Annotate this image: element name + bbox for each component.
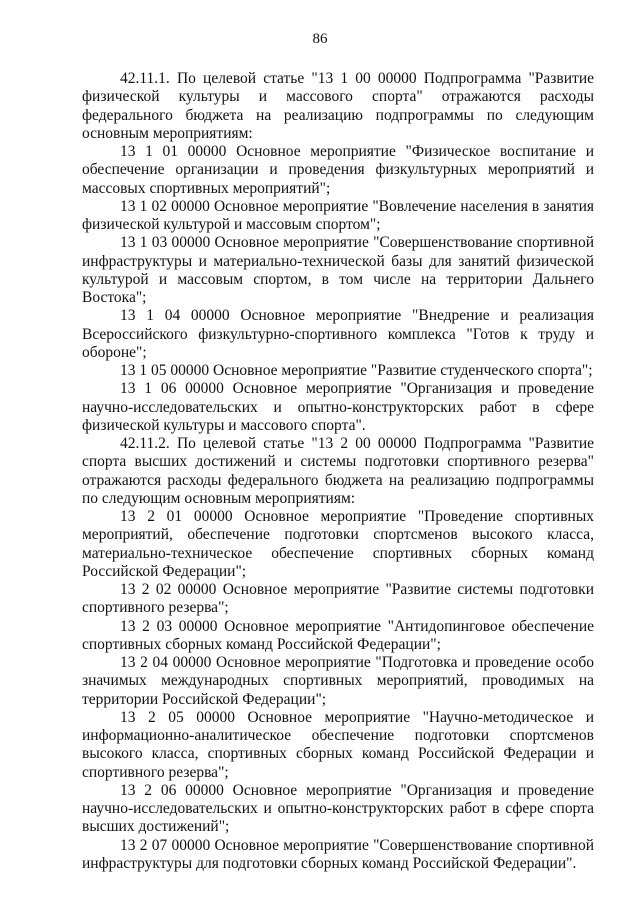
paragraph-13-1-05: 13 1 05 00000 Основное мероприятие "Развитие студенческого спорта";	[120, 362, 593, 379]
paragraph-13-1-06: 13 1 06 00000 Основное мероприятие "Организация и проведение научно-исследовательских и опытно-конструкторских работ в сфере физической культуры и массового спорта".	[82, 380, 594, 434]
paragraph-13-2-07: 13 2 07 00000 Основное мероприятие "Совершенствование спортивной инфраструктуры для подготовки сборных команд Российской Федерации".	[82, 836, 594, 872]
paragraph-13-2-05: 13 2 05 00000 Основное мероприятие "Научно-методическое и информационно-аналитическое обеспечение подготовки спортсменов высокого класса, спортивных сборных команд Российской Федерации и спортивного резерва";	[82, 708, 594, 781]
document-body	[82, 70, 594, 873]
page-number: 86	[312, 31, 328, 47]
paragraph-13-2-06: 13 2 06 00000 Основное мероприятие "Организация и проведение научно-исследовательских и опытно-конструкторских работ в сфере спорта высших достижений";	[82, 781, 594, 836]
paragraph-42-11-2: 42.11.2. По целевой статье "13 2 00 00000 Подпрограмма "Развитие спорта высших достижений и системы подготовки спортивного резерва" отражаются расходы федерального бюджета на реализацию подпрограммы по следующим основным мероприятиям:	[82, 435, 594, 507]
paragraph-13-2-01: 13 2 01 00000 Основное мероприятие "Проведение спортивных мероприятий, обеспечение подготовки спортсменов высокого класса, материально-техническое обеспечение спортивных сборных команд Российской Федерации";	[82, 508, 594, 580]
paragraph-13-1-04: 13 1 04 00000 Основное мероприятие "Внедрение и реализация Всероссийского физкультурно-спортивного комплекса "Готов к труду и обороне";	[82, 307, 594, 361]
paragraph-42-11-1: 42.11.1. По целевой статье "13 1 00 00000 Подпрограмма "Развитие физической культуры и массового спорта" отражаются расходы федерального бюджета на реализацию подпрограммы по следующим основным мероприятиям:	[82, 70, 594, 142]
paragraph-13-1-02: 13 1 02 00000 Основное мероприятие "Вовлечение населения в занятия физической культурой и массовым спортом";	[82, 197, 594, 233]
paragraph-13-1-03: 13 1 03 00000 Основное мероприятие "Совершенствование спортивной инфраструктуры и материально-технической базы для занятий физической культурой и массовым спортом, в том числе на территории Дальнего Востока";	[82, 234, 594, 306]
paragraph-13-2-04: 13 2 04 00000 Основное мероприятие "Подготовка и проведение особо значимых международных спортивных мероприятий, проводимых на территории Российской Федерации";	[82, 654, 594, 708]
paragraph-13-2-02: 13 2 02 00000 Основное мероприятие "Развитие системы подготовки спортивного резерва";	[82, 581, 594, 617]
paragraph-13-2-03: 13 2 03 00000 Основное мероприятие "Антидопинговое обеспечение спортивных сборных команд Российской Федерации";	[82, 617, 594, 653]
paragraph-13-1-01: 13 1 01 00000 Основное мероприятие "Физическое воспитание и обеспечение организации и проведения физкультурных мероприятий и массовых спортивных мероприятий";	[82, 143, 594, 197]
